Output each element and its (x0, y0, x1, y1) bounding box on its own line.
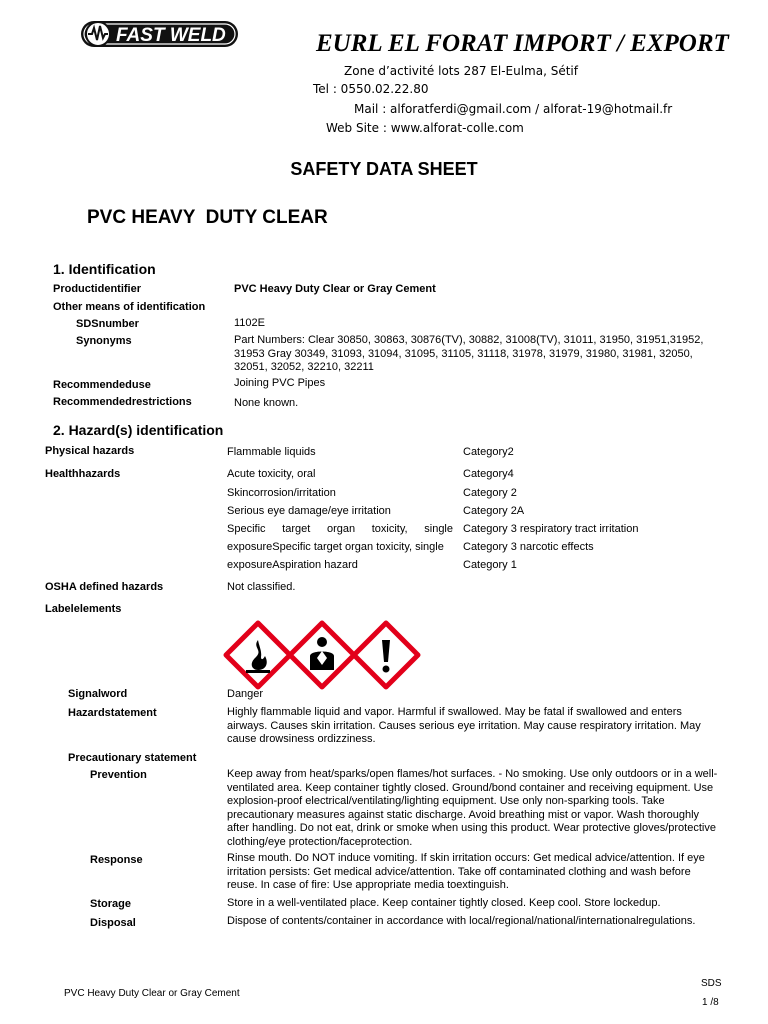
health-hazard: exposureAspiration hazard (227, 559, 358, 571)
health-hazard: Serious eye damage/eye irritation (227, 505, 391, 517)
synonyms: Part Numbers: Clear 30850, 30863, 30876(TV), 30882, 31008(TV), 31011, 31950, 31951,31952, 31953 Gray 30349, 31093, 31094, 31095, 31105, 31118, 31978, 31979, 31980, 31981, 32050, 32051, 32052, 32210, 32211 (234, 334, 704, 373)
health-category: Category 3 respiratory tract irritation (463, 523, 639, 535)
recommended-use-label: Recommendeduse (53, 379, 151, 391)
storage-text: Store in a well-ventilated place. Keep container tightly closed. Keep cool. Store lockedup. (227, 897, 661, 909)
company-tel: Tel : 0550.02.22.80 (313, 82, 429, 96)
company-address: Zone d’activité lots 287 El-Eulma, Sétif (344, 64, 578, 78)
label-elements-label: Labelelements (45, 603, 122, 615)
section-2-heading: 2. Hazard(s) identification (53, 422, 224, 438)
osha-hazards: Not classified. (227, 581, 296, 593)
sds-number-label: SDSnumber (76, 318, 139, 330)
sds-number: 1102E (234, 317, 265, 329)
health-category: Category4 (463, 468, 514, 480)
product-identifier-label: Productidentifier (53, 283, 142, 295)
precautionary-label: Precautionary statement (68, 752, 197, 764)
health-hazard: Skincorrosion/irritation (227, 487, 336, 499)
prevention-text: Keep away from heat/sparks/open flames/hot surfaces. - No smoking. Use only outdoors or in a well-ventilated area. Keep container tightly closed. Ground/bond container and receiving equipment. Use explosion-proof electrical/ventilating/lighting equipment. Use only non-sparking tools. Take precautionary measures against static discharge. Avoid breathing mist or vapor. Wash thoroughly after handling. Do not eat, drink or smoke when using this product. Wear protective gloves/protective clothing/eye protection/faceprotection. (227, 768, 718, 848)
document-title: SAFETY DATA SHEET (290, 159, 478, 179)
health-hazards-label: Healthhazards (45, 468, 121, 480)
restrictions: None known. (234, 397, 299, 409)
disposal-label: Disposal (90, 917, 136, 929)
prevention-label: Prevention (90, 769, 147, 781)
product-title: PVC HEAVY DUTY CLEAR (87, 207, 328, 228)
exclamation-mark-icon (354, 623, 418, 687)
storage-label: Storage (90, 898, 131, 910)
recommended-use: Joining PVC Pipes (234, 377, 326, 389)
ghs-pictograms (222, 620, 422, 690)
health-category: Category 3 narcotic effects (463, 541, 594, 553)
product-identifier: PVC Heavy Duty Clear or Gray Cement (234, 283, 436, 295)
disposal-text: Dispose of contents/container in accordance with local/regional/national/internationalregulations. (227, 915, 696, 927)
physical-hazard: Flammable liquids (227, 446, 316, 458)
footer-page-number: 1 /8 (702, 997, 719, 1008)
health-hazard-icon (290, 623, 354, 687)
logo-text: FAST WELD (116, 25, 226, 46)
health-category: Category 2A (463, 505, 525, 517)
response-label: Response (90, 854, 143, 866)
health-category: Category 1 (463, 559, 517, 571)
footer-product: PVC Heavy Duty Clear or Gray Cement (64, 988, 240, 999)
osha-hazards-label: OSHA defined hazards (45, 581, 164, 593)
health-hazard: exposureSpecific target organ toxicity, single (227, 541, 444, 553)
health-category: Category 2 (463, 487, 517, 499)
hazard-statement-label: Hazardstatement (68, 707, 157, 719)
company-mail: Mail : alforatferdi@gmail.com / alforat-19@hotmail.fr (354, 102, 673, 116)
synonyms-label: Synonyms (76, 335, 132, 347)
health-hazard: Specific target organ toxicity, single (227, 523, 453, 535)
footer-sds: SDS (701, 978, 722, 989)
section-1-heading: 1. Identification (53, 261, 156, 277)
company-name: EURL EL FORAT IMPORT / EXPORT (316, 30, 729, 57)
response-text: Rinse mouth. Do NOT induce vomiting. If skin irritation occurs: Get medical advice/attention. If eye irritation persists: Get medical advice/attention. Take off contaminated clothing and wash before reuse. In case of fire: Use appropriate media toextinguish. (227, 852, 705, 891)
physical-hazards-label: Physical hazards (45, 445, 135, 457)
hazard-statement: Highly flammable liquid and vapor. Harmful if swallowed. May be fatal if swallowed and enters airways. Causes skin irritation. Causes serious eye irritation. May cause respiratory irritation. May cause drowsiness ordizziness. (227, 706, 701, 745)
physical-category: Category2 (463, 446, 514, 458)
health-hazard: Acute toxicity, oral (227, 468, 316, 480)
signal-word-label: Signalword (68, 688, 128, 700)
restrictions-label: Recommendedrestrictions (53, 396, 192, 408)
company-website: Web Site : www.alforat-colle.com (326, 121, 524, 135)
other-means-label: Other means of identification (53, 301, 206, 313)
signal-word: Danger (227, 688, 264, 700)
fast-weld-logo (80, 18, 240, 50)
flame-icon (226, 623, 290, 687)
